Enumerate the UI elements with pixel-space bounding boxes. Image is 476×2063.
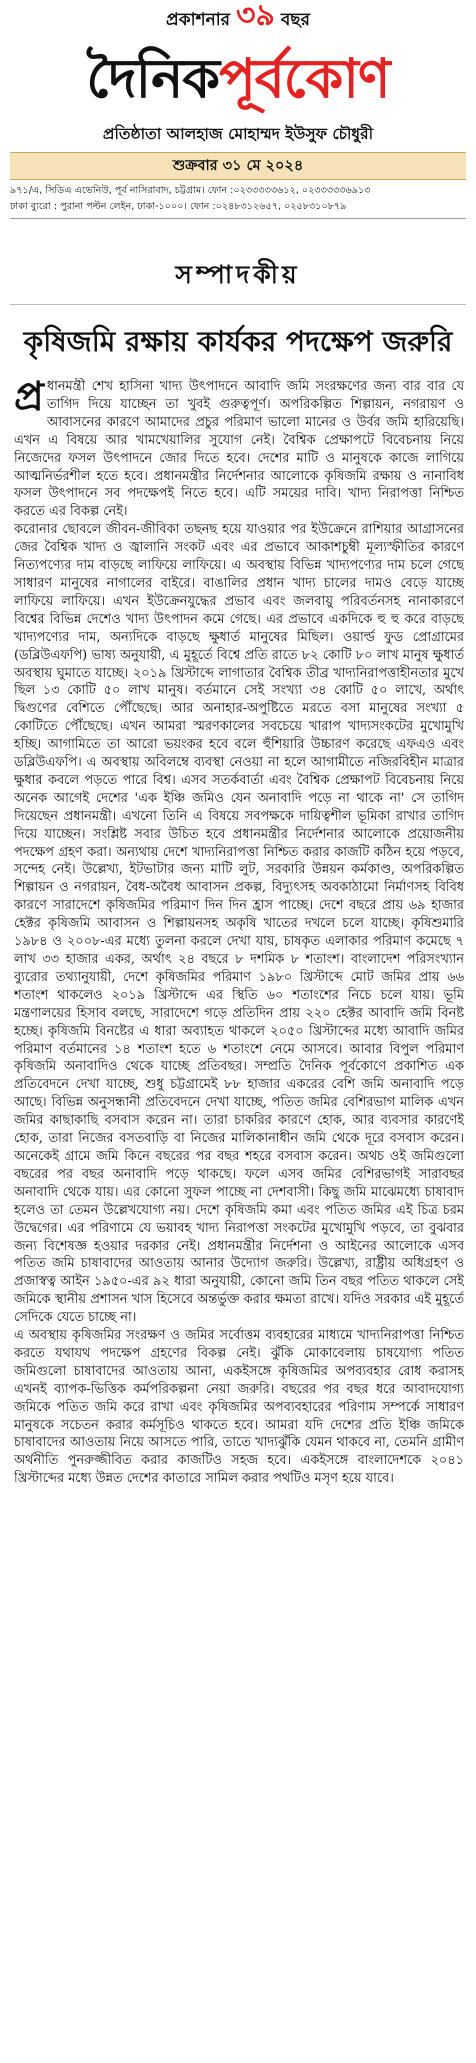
logo-part-dainik: দৈনিক <box>86 47 220 110</box>
editorial-headline: কৃষিজমি রক্ষায় কার্যকর পদক্ষেপ জরুরি <box>23 325 453 358</box>
anniversary-suffix: বছর <box>280 10 310 30</box>
section-title: সম্পাদকীয় <box>175 260 301 289</box>
masthead-divider <box>10 218 466 219</box>
founder-line: প্রতিষ্ঠাতা আলহাজ মোহাম্মদ ইউসুফ চৌধুরী <box>102 125 374 143</box>
drop-cap: প্র <box>14 378 44 420</box>
anniversary-banner <box>0 0 476 35</box>
article-paragraph-1 <box>14 378 464 521</box>
section-divider <box>10 304 466 305</box>
newspaper-logo <box>0 40 476 118</box>
editorial-body <box>14 378 464 2056</box>
anniversary-number: ৩৯ <box>235 0 275 33</box>
article-paragraph-2: করোনার ছোবলে জীবন-জীবিকা তছনছ হয়ে যাওয়ার পর ইউক্রেনে রাশিয়ার আগ্রাসনের জের বৈশ্বিক খাদ্য ও জ্বালানি সংকট এবং এর প্রভাবে আকাশচুম্বী মূল্যস্ফীতির কারণে নিত্যপণ্যের দাম বাড়ছে লাফিয়ে লাফিয়ে। এ অবস্থায় বিভিন্ন খাদ্যপণ্যের দাম চলে গেছে সাধারণ মানুষের নাগালের বাইরে। বাঙালির প্রধান খাদ্য চালের দামও বেড়ে যাচ্ছে লাফিয়ে লাফিয়ে। এখন ইউক্রেনযুদ্ধের প্রভাব এবং জলবায়ু পরিবর্তনসহ নানাকারণে বিশ্বের বিভিন্ন দেশেও খাদ্য উৎপাদন কমে গেছে। এর প্রভাবে একদিকে হু হু করে বাড়ছে খাদ্যপণ্যের দাম, অন্যদিকে বাড়ছে ক্ষুধার্ত মানুষের মিছিল। ওয়ার্ল্ড ফুড প্রোগ্রামের (ডব্লিউএফপি) ভাষ্য অনুযায়ী, এ মুহূর্তে বিশ্বে প্রতি রাতে ৮২ কোটি ৮০ লাখ মানুষ ক্ষুধার্ত অবস্থায় ঘুমাতে যাচ্ছে। ২০১৯ খ্রিস্টাব্দে লাগাতার বৈশ্বিক তীব্র খাদ্যনিরাপত্তাহীনতার মুখে ছিল ১৩ কোটি ৫০ লাখ মানুষ। বর্তমানে সেই সংখ্যা ৩৪ কোটি ৫০ লাখে, অর্থাৎ দ্বিগুণের বেশিতে পৌঁছেছে। আর অনাহার-অপুষ্টিতে মরতে বসা মানুষের সংখ্যা ৫ কোটিতে পৌঁছেছে। এখন আমরা স্মরণকালের সবচেয়ে খারাপ খাদ্যসংকটের মুখোমুখি হচ্ছি। আগামিতে তা আরো ভয়ংকর হবে বলে হুঁশিয়ারি উচ্চারণ করেছে এফএও এবং ডব্লিউএফপি। এ অবস্থায় অবিলম্বে ব্যবস্থা নেওয়া না হলে আগামীতে নজিরবিহীন মাত্রার ক্ষুধার কবলে পড়তে পারে বিশ্ব। এসব সতর্কবার্তা এবং বৈশ্বিক প্রেক্ষাপট বিবেচনায় নিয়ে অনেক আগেই দেশের 'এক ইঞ্চি জমিও যেন অনাবাদি পড়ে না থাকে না' সে তাগিদ দিয়েছেন প্রধানমন্ত্রী। এখনো তিনি এ বিষয়ে সবপক্ষকে দায়িত্বশীল ভূমিকা রাখার তাগিদ দিয়ে যাচ্ছেন। সংশ্লিষ্ট সবার উচিত হবে প্রধানমন্ত্রীর নির্দেশনার আলোকে প্রয়োজনীয় পদক্ষেপ গ্রহণ করা। অন্যথায় দেশে খাদ্যনিরাপত্তা নিশ্চিত করার কাজটি কঠিন হয়ে পড়বে, সন্দেহ নেই। উল্লেখ্য, ইটভাটার জন্য মাটি লুট, সরকারি উন্নয়ন কর্মকাণ্ড, অপরিকল্পিত শিল্পায়ন ও নগরায়ন, বৈধ-অবৈধ আবাসন প্রকল্প, বিদ্যুৎসহ অবকাঠামো নির্মাণসহ বিবিধ কারণে সারাদেশে কৃষিজমির পরিমাণ দিন দিন হ্রাস পাচ্ছে। দেশে বছরে প্রায় ৬৯ হাজার হেক্টর কৃষিজমি আবাসন ও শিল্পায়নসহ অকৃষি খাতের দখলে চলে যাচ্ছে। কৃষিশুমারি ১৯৮৪ ও ২০০৮-এর মধ্যে তুলনা করলে দেখা যায়, চাষকৃত এলাকার পরিমাণ কমেছে ৭ লাখ ৩৩ হাজার একর, অর্থাৎ ২৪ বছরে ৮ দশমিক ৮ শতাংশ। বাংলাদেশ পরিসংখ্যান ব্যুরোর তথ্যানুযায়ী, দেশে কৃষিজমির পরিমাণ ১৯৮০ খ্রিস্টাব্দে মোট জমির প্রায় ৬৬ শতাংশ থাকলেও ২০১৯ খ্রিস্টাব্দে এর স্থিতি ৬০ শতাংশের নিচে চলে যায়। ভূমি মন্ত্রণালয়ের হিসাব বলছে, সারাদেশে গড়ে প্রতিদিন প্রায় ২২০ হেক্টর আবাদি জমি বিনষ্ট হচ্ছে। কৃষিজমি বিনষ্টের এ ধারা অব্যাহত থাকলে ২০৫০ খ্রিস্টাব্দের মধ্যে আবাদি জমির পরিমাণ বর্তমানের ১৪ শতাংশ হতে ৬ শতাংশে নেমে আসবে। আবার বিপুল পরিমাণ কৃষিজমি অনাবাদিও থেকে যাচ্ছে প্রতিবছর। সম্প্রতি দৈনিক পূর্বকোণে প্রকাশিত এক প্রতিবেদনে দেখা যাচ্ছে, শুধু চট্টগ্রামেই ৮৮ হাজার একরের বেশি জমি অনাবাদি পড়ে আছে। বিভিন্ন অনুসন্ধানী প্রতিবেদনে দেখা যাচ্ছে, পতিত জমির বেশিরভাগ মালিক এখন জমির কাছাকাছি বসবাস করেন না। তারা চাকরির কারণে হোক, আর ব্যবসার কারণেই হোক, তারা নিজের বসতবাড়ি বা নিজের মালিকানাধীন জমি থেকে দূরে বসবাস করেন। অনেকেই গ্রামে জমি কিনে বছরের পর বছর শহরে বসবাস করেন। অথচ ওই জমিগুলো বছরের পর বছর অনাবাদি পড়ে থাকছে। ফলে এসব জমির বেশিরভাগই সারাবছর অনাবাদি থেকে যায়। এর কোনো সুফল পাচ্ছে না দেশবাসী। কিছু জমি মাঝেমধ্যে চাষাবাদ হলেও তা তেমন উল্লেখযোগ্য নয়। দেশে কৃষিজমি কমা এবং পতিত জমির এই চিত্র চরম উদ্বেগের। এর পরিণামে যে ভয়াবহ খাদ্য নিরাপত্তা সংকটের মুখোমুখি পড়বে, তা বুঝবার জন্য বিশেষজ্ঞ হওয়ার দরকার নেই। প্রধানমন্ত্রীর নির্দেশনা ও আইনের আলোকে এসব পতিত জমি চাষাবাদের আওতায় আনার উদ্যোগ জরুরি। উল্লেখ্য, রাষ্ট্রীয় অধিগ্রহণ ও প্রজাস্বত্ব আইন ১৯৫০-এর ৯২ ধারা অনুযায়ী, কোনো জমি তিন বছর পতিত থাকলে সেই জমিকে স্থানীয় প্রশাসন খাস হিসেবে অন্তর্ভুক্ত করার ক্ষমতা রাখে। যদিও সরকার এই মুহূর্তে সেদিকে যেতে চাচ্ছে না। <box>14 522 464 1326</box>
logo-part-purbokone: পূর্বকোণ <box>219 47 390 110</box>
paragraph-text: ধানমন্ত্রী শেখ হাসিনা খাদ্য উৎপাদনে আবাদি জমি সংরক্ষণের জন্য বার বার যে তাগিদ দিয়ে যাচ্ছেন তা খুবই গুরুত্বপূর্ণ। অপরিকল্পিত শিল্পায়ন, নগরায়ণ ও আবাসনের কারণে আমাদের প্রচুর পরিমাণ ভালো মানের ও উর্বর জমি হারিয়েছি। এখন এ বিষয়ে আর খামখেয়ালির সুযোগ নেই। বৈশ্বিক প্রেক্ষাপটে বিবেচনায় নিয়ে নিজেদের ফসল উৎপাদনে জোর দিতে হবে। দেশের মাটি ও মানুষকে কাজে লাগিয়ে আত্মনির্ভরশীল হতে হবে। প্রধানমন্ত্রীর নির্দেশনার আলোকে কৃষিজমি রক্ষায় ও নানাবিধ ফসল উৎপাদনে সব পদক্ষেপই নিতে হবে। এটি সময়ের দাবি। খাদ্য নিরাপত্তা নিশ্চিত করতে এর বিকল্প নেই। <box>14 379 464 520</box>
article-paragraph-3: এ অবস্থায় কৃষিজমির সংরক্ষণ ও জমির সর্বোত্তম ব্যবহারের মাধ্যমে খাদ্যনিরাপত্তা নিশ্চিত করতে যথাযথ পদক্ষেপ গ্রহণের বিকল্প নেই। ঝুঁকি মোকাবেলায় চাষযোগ্য পতিত জমিগুলো চাষাবাদের আওতায় আনা, একইসঙ্গে কৃষিজমির অপব্যবহার রোধ করাসহ এখনই ব্যাপক-ভিত্তিক কর্মপরিকল্পনা নেয়া জরুরি। বছরের পর বছর ধরে আবাদযোগ্য জমিকে পতিত জমি করে রাখা এবং কৃষিজমির অপব্যবহারের পরিণাম সম্পর্কে সাধারণ মানুষকে সচেতন করার কর্মসূচিও থাকতে হবে। আমরা যদি দেশের প্রতি ইঞ্চি জমিকে চাষাবাদের আওতায় নিয়ে আসতে পারি, তাতে খাদ্যঝুঁকি যেমন থাকবে না, তেমনি গ্রামীণ অর্থনীতি পুনরুজ্জীবিত করার কাজটিও সহজ হবে। একইসঙ্গে বাংলাদেশকে ২০৪১ খ্রিস্টাব্দের মধ্যে উন্নত দেশের কাতারে সামিল করার পথটিও মসৃণ হয়ে যাবে। <box>14 1328 464 1487</box>
anniversary-prefix: প্রকাশনার <box>166 10 231 30</box>
address-line-office: ৯৭১/এ, সিডিএ এভেনিউ, পূর্ব নাসিরাবাদ, চট্টগ্রাম। ফোন :০২৩৩৩৩৩৬১২, ০২৩৩৩৩৩৬৯১৩ <box>10 185 371 196</box>
date-band: শুক্রবার ৩১ মে ২০২৪ <box>10 152 466 180</box>
address-line-dhaka-bureau: ঢাকা ব্যুরো : পুরানা পল্টন লেইন, ঢাকা-১০০০। ফোন :০২৪৮৩১২৬৫৭, ০২৫৮৩১০৮৭৯ <box>10 201 347 212</box>
